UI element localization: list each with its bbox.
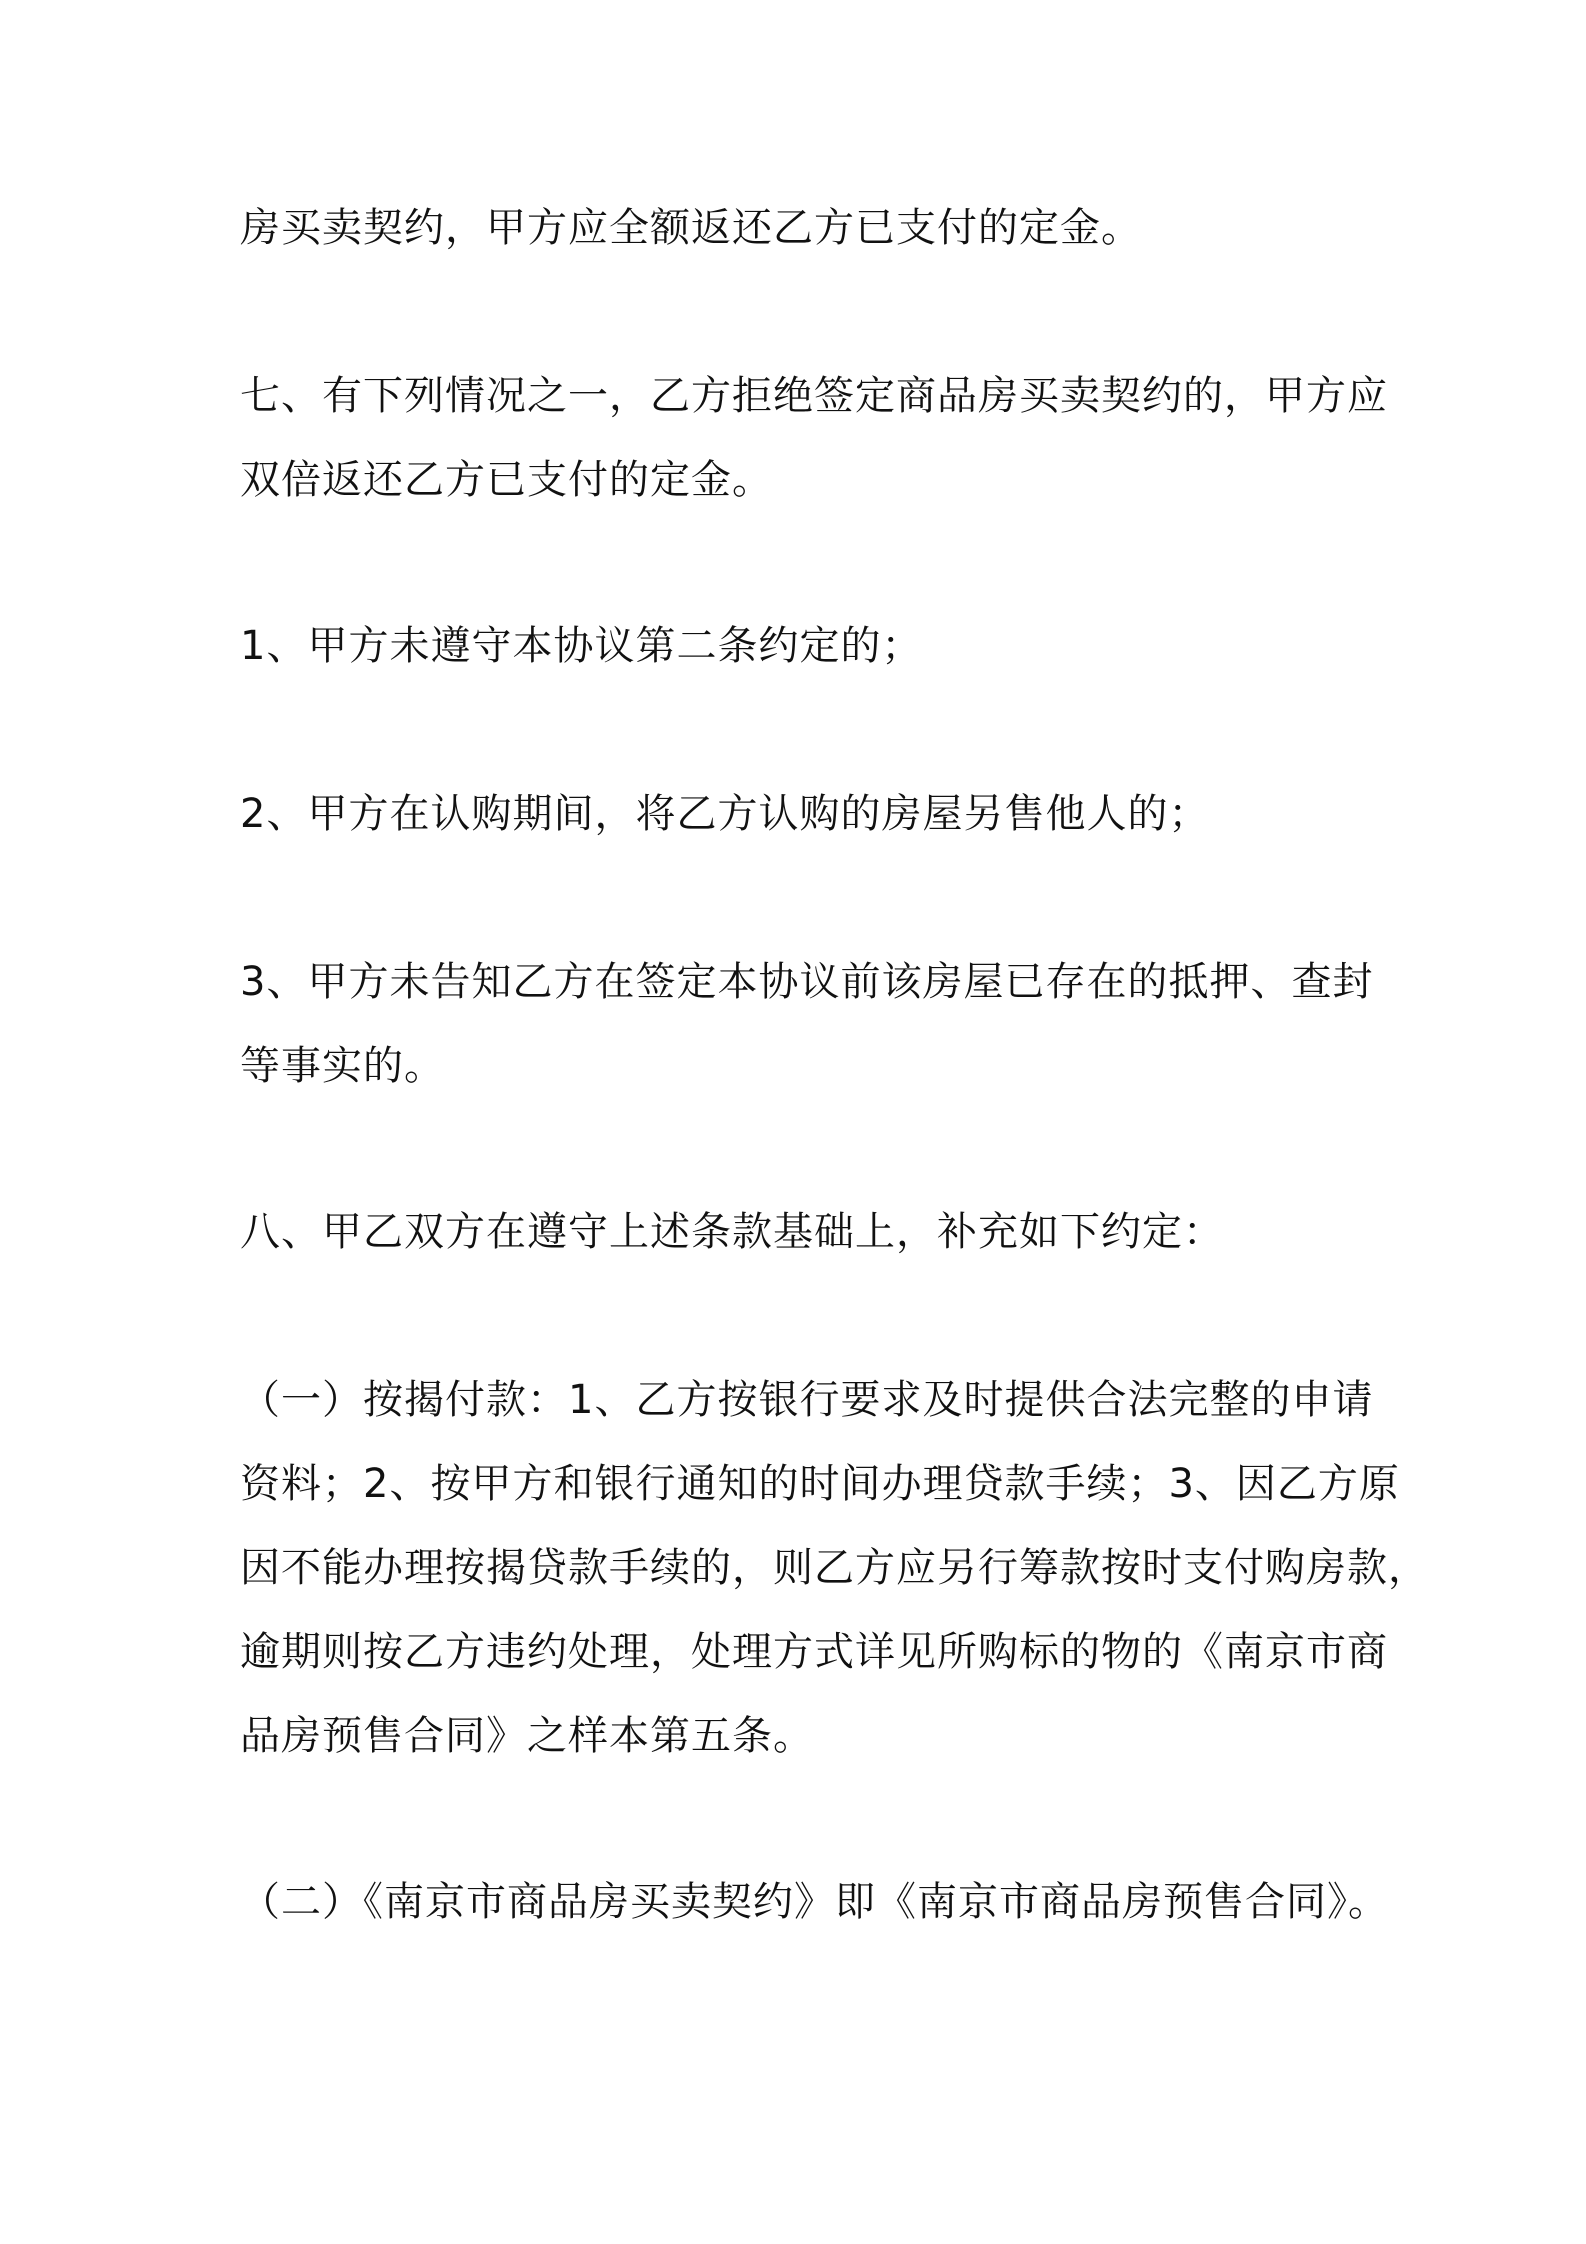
paragraph-item-2 [240,772,1360,856]
text-line: 2、甲方在认购期间，将乙方认购的房屋另售他人的； [240,791,1210,837]
text-line: 因不能办理按揭贷款手续的，则乙方应另行筹款按时支付购房款， [240,1545,1429,1591]
paragraph-clause-7 [240,354,1388,522]
paragraph-item-3 [240,940,1374,1108]
text-line: 资料；2、按甲方和银行通知的时间办理贷款手续；3、因乙方原 [240,1461,1400,1507]
text-line: 八、甲乙双方在遵守上述条款基础上，补充如下约定： [240,1209,1224,1255]
paragraph-item-1 [240,604,1360,688]
paragraph-continuation [240,186,1360,270]
text-line: 房买卖契约，甲方应全额返还乙方已支付的定金。 [240,205,1142,251]
text-line: （一）按揭付款：1、乙方按银行要求及时提供合法完整的申请 [240,1377,1374,1423]
text-line: （二）《南京市商品房买卖契约》即《南京市商品房预售合同》。 [240,1879,1389,1925]
paragraph-sub-2 [240,1860,1389,1944]
text-line: 等事实的。 [240,1043,445,1089]
paragraph-sub-1 [240,1358,1429,1778]
text-line: 1、甲方未遵守本协议第二条约定的； [240,623,923,669]
text-line: 逾期则按乙方违约处理，处理方式详见所购标的物的《南京市商 [240,1629,1388,1675]
paragraph-clause-8 [240,1190,1360,1274]
text-line: 双倍返还乙方已支付的定金。 [240,457,773,503]
text-line: 品房预售合同》之样本第五条。 [240,1713,814,1759]
text-line: 3、甲方未告知乙方在签定本协议前该房屋已存在的抵押、查封 [240,959,1374,1005]
text-line: 七、有下列情况之一，乙方拒绝签定商品房买卖契约的，甲方应 [240,373,1388,419]
